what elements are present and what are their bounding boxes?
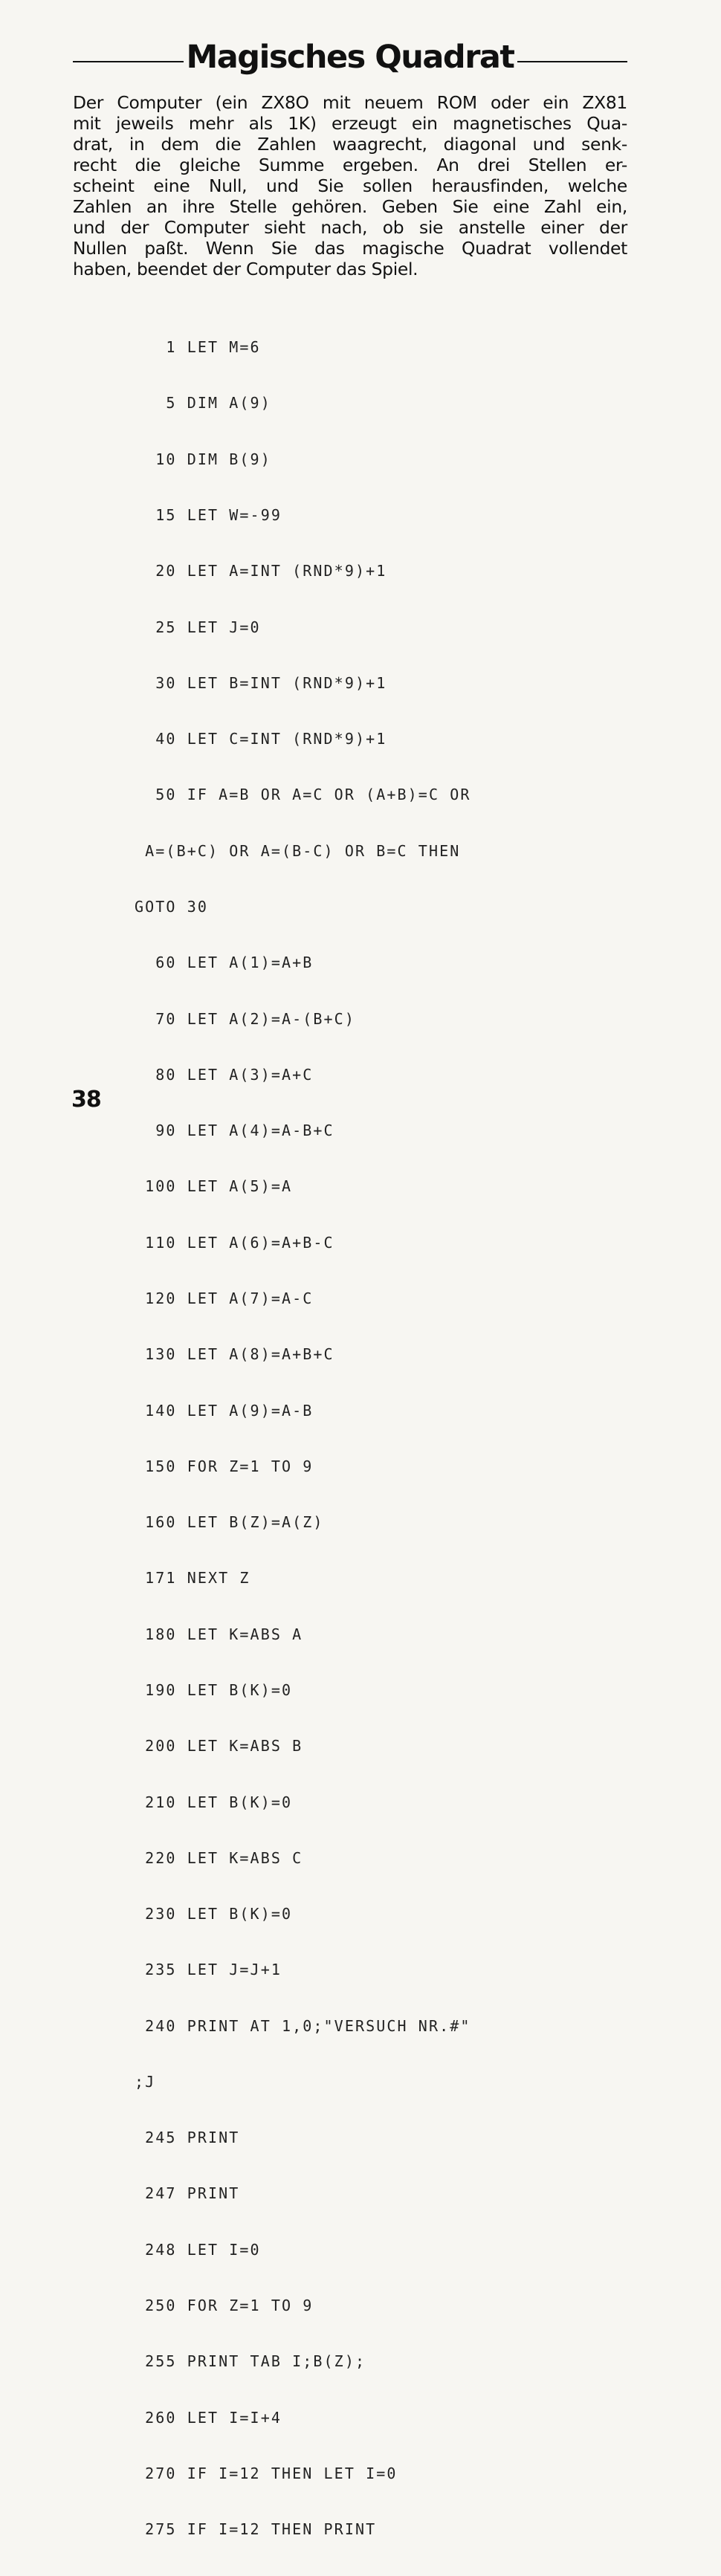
intro-paragraph: [73, 92, 627, 279]
page-number: 38: [71, 1087, 101, 1113]
code-line: 140 LET A(9)=A-B: [135, 1401, 314, 1420]
code-line: 110 LET A(6)=A+B-C: [135, 1233, 334, 1252]
code-line: 160 LET B(Z)=A(Z): [135, 1513, 324, 1532]
basic-listing: [135, 301, 471, 2576]
code-line: 20 LET A=INT (RND*9)+1: [135, 562, 387, 580]
paragraph-line: Der Computer (ein ZX8O mit neuem ROM oder ein ZX81: [73, 92, 627, 113]
code-line: A=(B+C) OR A=(B-C) OR B=C THEN: [135, 841, 461, 860]
title-rule-right: [517, 61, 628, 62]
paragraph-line: scheint eine Null, und Sie sollen herausfinden, welche: [73, 175, 627, 196]
code-line: 90 LET A(4)=A-B+C: [135, 1122, 334, 1140]
paragraph-line: recht die gleiche Summe ergeben. An drei Stellen er-: [73, 155, 627, 175]
code-line: 245 PRINT: [135, 2129, 240, 2147]
code-line: 247 PRINT: [135, 2184, 240, 2203]
paragraph-line: mit jeweils mehr als 1K) erzeugt ein magnetisches Qua-: [73, 113, 627, 134]
paragraph-line: Nullen paßt. Wenn Sie das magische Quadrat vollendet: [73, 238, 627, 259]
code-line: 10 DIM B(9): [135, 450, 271, 468]
code-line: 80 LET A(3)=A+C: [135, 1065, 314, 1084]
code-line: 25 LET J=0: [135, 618, 261, 636]
code-line: 1 LET M=6: [135, 338, 261, 357]
code-line: 171 NEXT Z: [135, 1569, 250, 1588]
code-line: 60 LET A(1)=A+B: [135, 954, 314, 972]
code-line: 15 LET W=-99: [135, 506, 282, 525]
title-rule-left: [73, 61, 184, 62]
code-line: 100 LET A(5)=A: [135, 1177, 293, 1196]
code-line: 235 LET J=J+1: [135, 1961, 282, 1979]
paragraph-line: drat, in dem die Zahlen waagrecht, diagonal und senk-: [73, 134, 627, 155]
code-line: 70 LET A(2)=A-(B+C): [135, 1009, 355, 1028]
code-line: 190 LET B(K)=0: [135, 1680, 293, 1699]
code-line: 150 FOR Z=1 TO 9: [135, 1457, 314, 1475]
paragraph-line: haben, beendet der Computer das Spiel.: [73, 259, 418, 279]
code-line: 130 LET A(8)=A+B+C: [135, 1345, 334, 1364]
code-line: 220 LET K=ABS C: [135, 1848, 303, 1867]
code-line: ;J: [135, 2072, 156, 2091]
code-line: 270 IF I=12 THEN LET I=0: [135, 2464, 398, 2482]
code-line: 248 LET I=0: [135, 2240, 261, 2259]
code-line: 120 LET A(7)=A-C: [135, 1289, 314, 1307]
code-line: 275 IF I=12 THEN PRINT: [135, 2520, 377, 2539]
code-line: 210 LET B(K)=0: [135, 1793, 293, 1811]
code-line: 230 LET B(K)=0: [135, 1905, 293, 1923]
code-line: GOTO 30: [135, 898, 208, 916]
page-title: Magisches Quadrat: [186, 38, 514, 76]
title-row: [73, 34, 627, 80]
code-line: 240 PRINT AT 1,0;"VERSUCH NR.#": [135, 2016, 471, 2035]
code-line: 30 LET B=INT (RND*9)+1: [135, 673, 387, 692]
code-line: 260 LET I=I+4: [135, 2408, 282, 2427]
code-line: 180 LET K=ABS A: [135, 1625, 303, 1643]
paragraph-line: Zahlen an ihre Stelle gehören. Geben Sie eine Zahl ein,: [73, 196, 627, 217]
code-line: 5 DIM A(9): [135, 394, 271, 412]
code-line: 255 PRINT TAB I;B(Z);: [135, 2352, 366, 2371]
code-line: 50 IF A=B OR A=C OR (A+B)=C OR: [135, 786, 471, 804]
code-line: 250 FOR Z=1 TO 9: [135, 2297, 314, 2315]
code-line: 40 LET C=INT (RND*9)+1: [135, 730, 387, 748]
paragraph-line: und der Computer sieht nach, ob sie anstelle einer der: [73, 217, 627, 238]
code-line: 200 LET K=ABS B: [135, 1737, 303, 1755]
